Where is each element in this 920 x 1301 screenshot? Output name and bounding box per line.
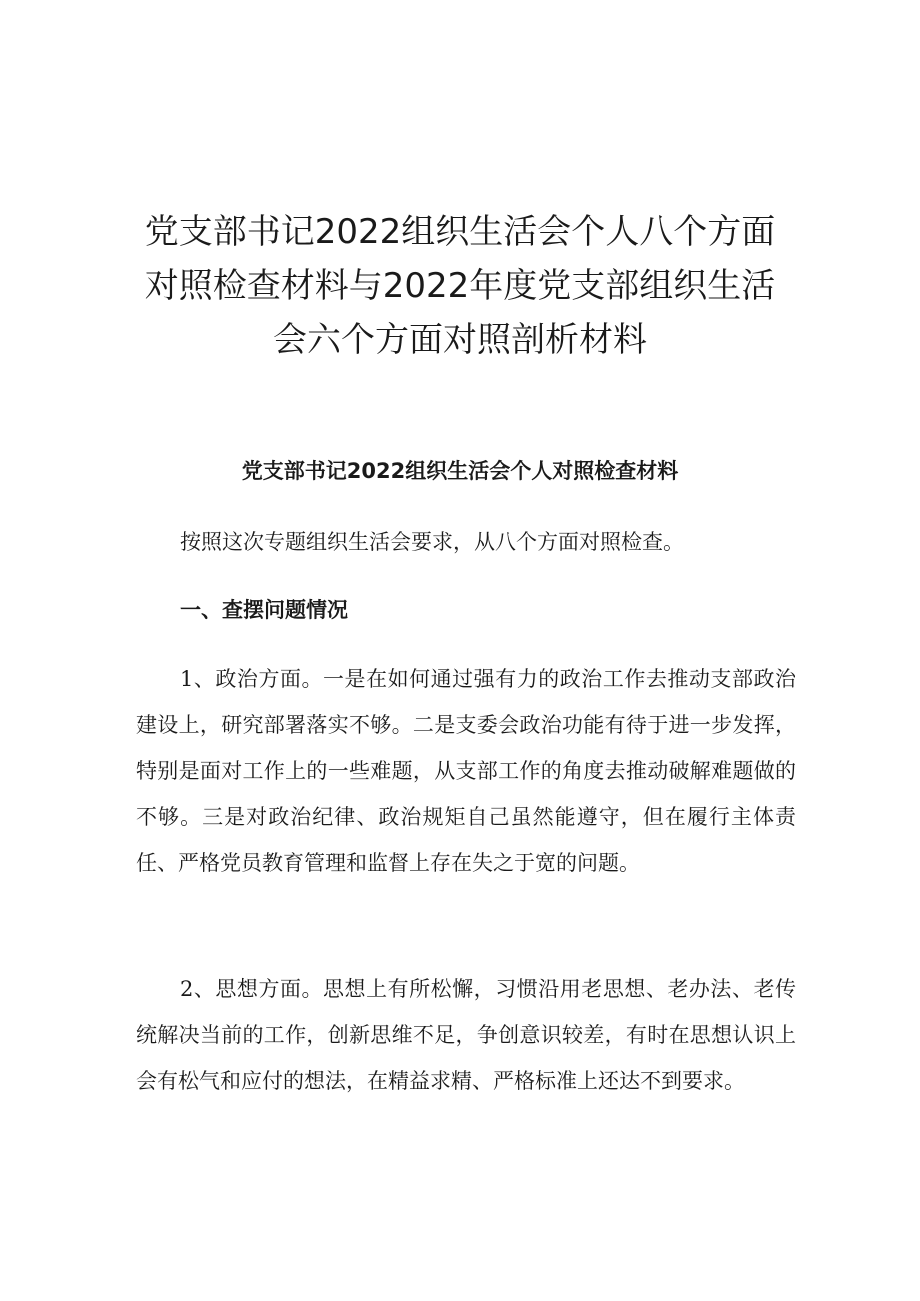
paragraph-ideological-aspect: 2、思想方面。思想上有所松懈，习惯沿用老思想、老办法、老传统解决当前的工作，创新思维不足，争创意识较差，有时在思想认识上会有松气和应付的想法，在精益求精、严格标准上还达不到要求。 bbox=[136, 977, 796, 1093]
document-title-line-3: 会六个方面对照剖析材料 bbox=[273, 320, 647, 360]
intro-paragraph: 按照这次专题组织生活会要求，从八个方面对照检查。 bbox=[180, 530, 684, 554]
document-title-line-1: 党支部书记2022组织生活会个人八个方面 bbox=[144, 212, 776, 252]
section-heading-problems: 一、查摆问题情况 bbox=[180, 598, 348, 622]
document-title-line-2: 对照检查材料与2022年度党支部组织生活 bbox=[144, 266, 776, 306]
paragraph-political-aspect: 1、政治方面。一是在如何通过强有力的政治工作去推动支部政治建设上，研究部署落实不够。二是支委会政治功能有待于进一步发挥，特别是面对工作上的一些难题，从支部工作的角度去推动破解难题做的不够。三是对政治纪律、政治规矩自己虽然能遵守，但在履行主体责任、严格党员教育管理和监督上存在失之于宽的问题。 bbox=[136, 667, 796, 875]
document-subtitle: 党支部书记2022组织生活会个人对照检查材料 bbox=[241, 459, 679, 483]
document-title bbox=[120, 205, 800, 367]
